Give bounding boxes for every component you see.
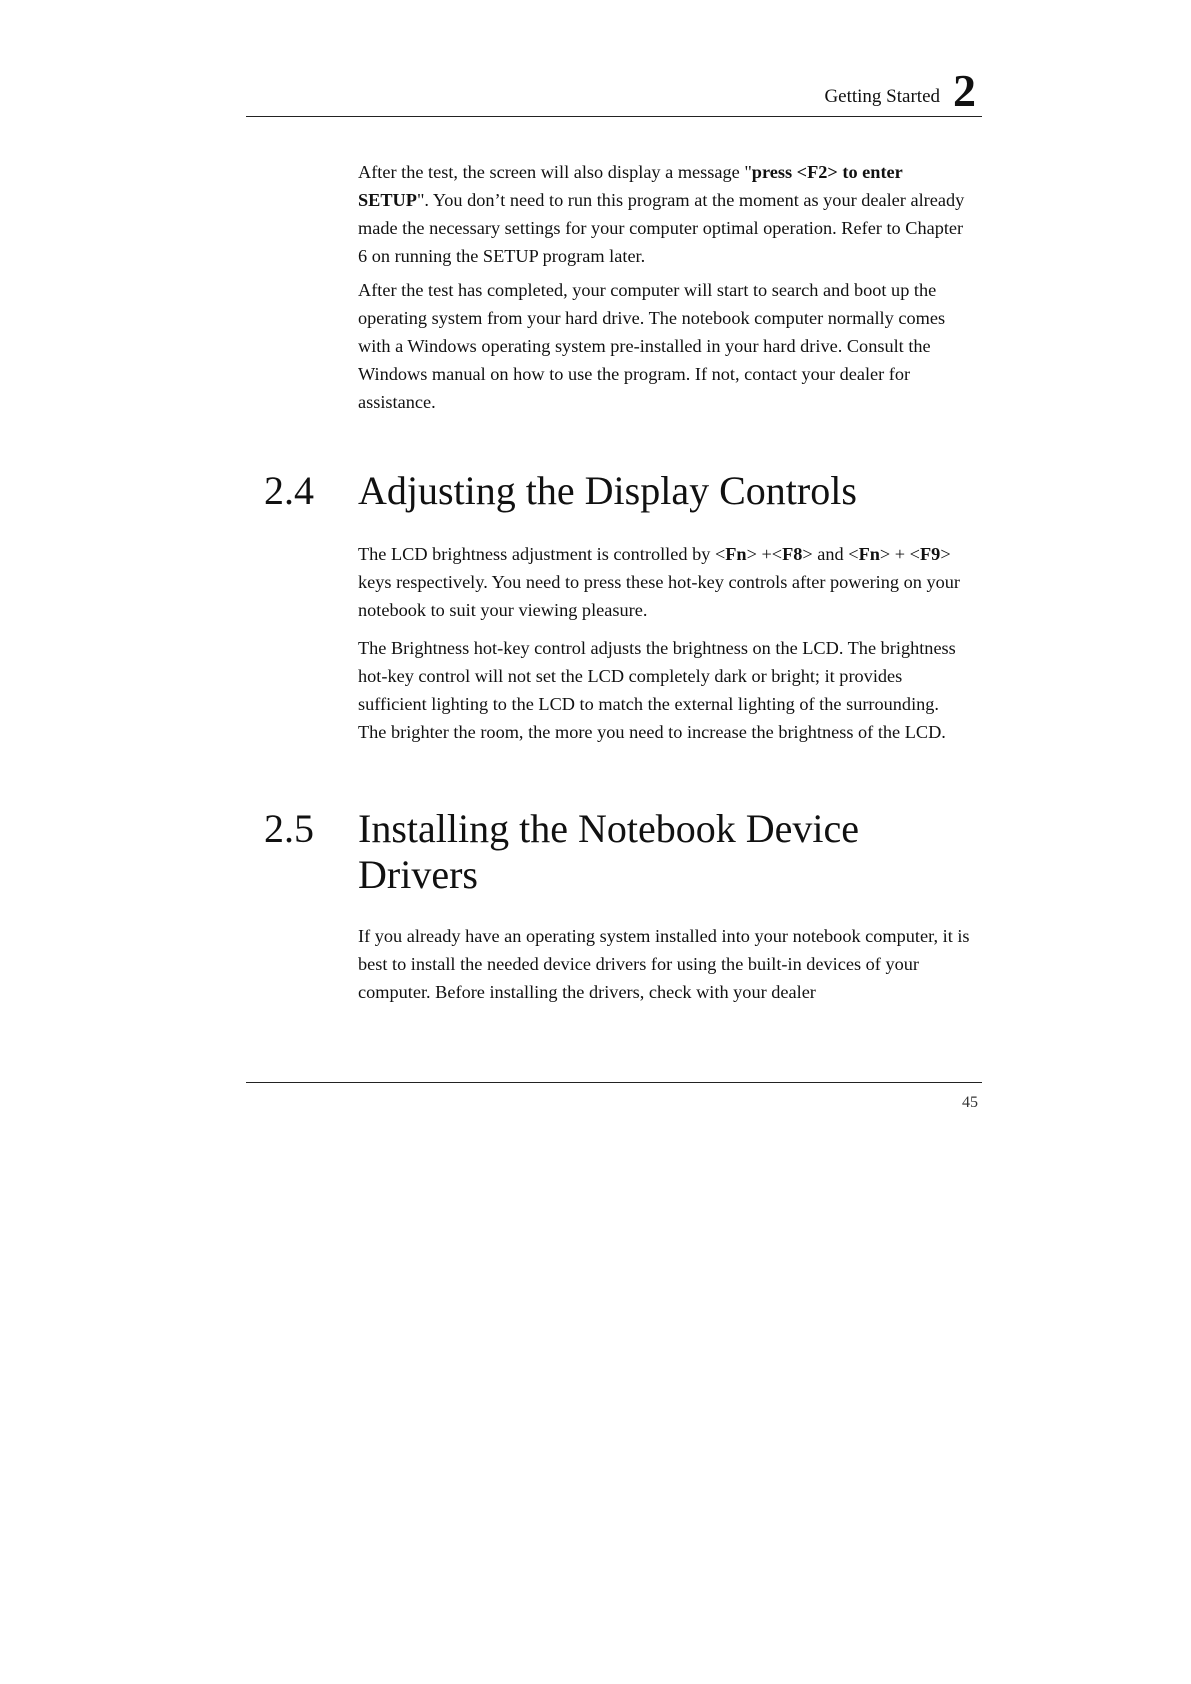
- paragraph: After the test has completed, your computer will start to search and boot up the operating system from your hard drive. The notebook computer normally comes with a Windows operating system pre-installed in your hard drive. Consult the Windows manual on how to use the program. If not, contact your dealer for assistance.: [358, 280, 946, 412]
- text: ". You don’t need to run this program at the moment as your dealer already made the necessary settings for your computer optimal operation. Refer to Chapter 6 on running the SETUP program later.: [358, 190, 965, 266]
- text: > +<: [746, 544, 783, 564]
- text: > and <: [802, 544, 859, 564]
- paragraph: The Brightness hot-key control adjusts the brightness on the LCD. The brightness hot-key control will not set the LCD completely dark or bright; it provides sufficient lighting to the LCD to match the external lighting of the surrounding. The brighter the room, the more you need to increase the brightness of the LCD.: [358, 638, 956, 742]
- section-2-5-paragraph-1: [358, 922, 970, 1006]
- section-title: Installing the Notebook Device Drivers: [358, 806, 859, 897]
- page-header: [246, 60, 982, 117]
- section-2-4-paragraph-2: [358, 634, 970, 746]
- text: The LCD brightness adjustment is controlled by <: [358, 544, 726, 564]
- key-fn: Fn: [725, 544, 747, 564]
- text: After the test, the screen will also display a message ": [358, 162, 752, 182]
- text: > keys respectively. You need to press these hot-key controls after powering on your notebook to suit your viewing pleasure.: [358, 544, 960, 620]
- paragraph: [358, 158, 970, 270]
- key-f9: F9: [920, 544, 941, 564]
- intro-paragraph-2: [358, 276, 970, 416]
- section-2-4-paragraph-1: [358, 540, 970, 624]
- intro-paragraph-1: [358, 158, 970, 270]
- paragraph: If you already have an operating system installed into your notebook computer, it is best to install the needed device drivers for using the built-in devices of your computer. Before installing the drivers, check with your dealer: [358, 926, 970, 1002]
- section-number: 2.4: [264, 468, 314, 513]
- chapter-title: Getting Started: [824, 86, 940, 107]
- section-title: Adjusting the Display Controls: [358, 468, 857, 513]
- paragraph: [358, 540, 970, 624]
- footer-rule: [246, 1082, 982, 1083]
- page-number: 45: [962, 1094, 978, 1111]
- key-fn: Fn: [858, 544, 880, 564]
- text: > + <: [879, 544, 920, 564]
- section-number: 2.5: [264, 806, 314, 851]
- bold-text: press <F2> to enter SETUP: [358, 162, 903, 210]
- key-f8: F8: [782, 544, 803, 564]
- chapter-number: 2: [953, 65, 976, 116]
